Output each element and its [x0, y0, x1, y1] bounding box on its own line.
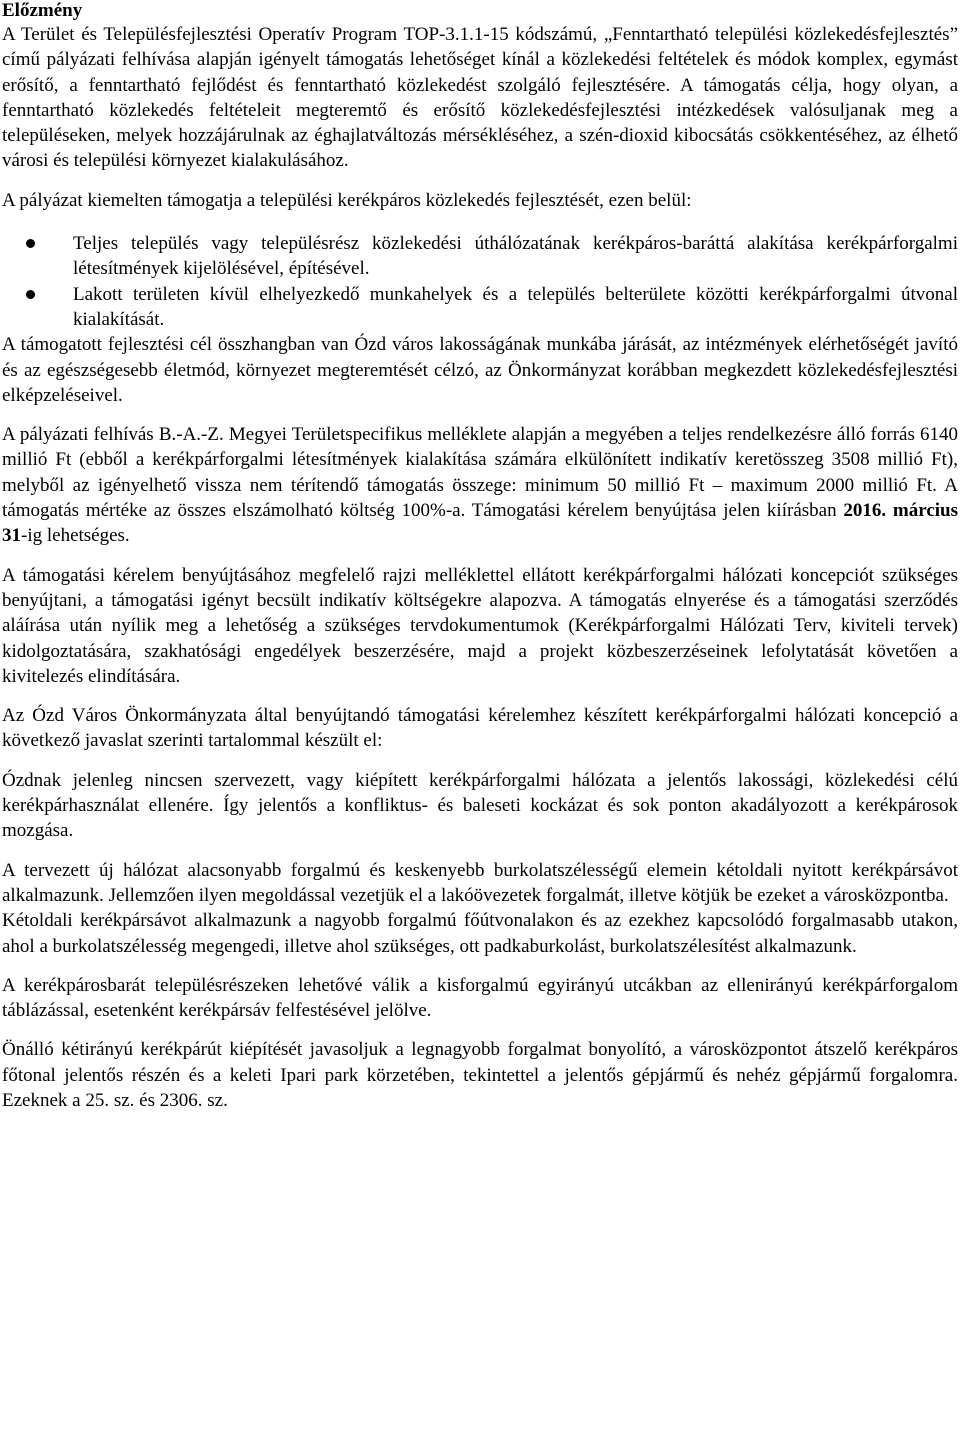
paragraph-funding	[2, 422, 958, 548]
paragraph-separate-cycleway: Önálló kétirányú kerékpárút kiépítését javasoljuk a legnagyobb forgalmat bonyolító, a városközpontot átszelő kerékpáros főtonal jelentős részén és a keleti Ipari park körzetében, tekintettel a jelentős gépjármű és nehéz gépjármű forgalomra. Ezeknek a 25. sz. és 2306. sz.	[2, 1039, 958, 1111]
bullet-icon	[26, 290, 35, 299]
funding-tail: -ig lehetséges.	[21, 525, 130, 547]
paragraph-contraflow: A kerékpárosbarát településrészeken lehetővé válik a kisforgalmú egyirányú utcákban az ellenirányú kerékpárforgalom táblázással, esetenként kerékpársáv felfestésével jelölve.	[2, 974, 958, 1022]
bullet-list	[2, 231, 958, 332]
funding-text: A pályázati felhívás B.-A.-Z. Megyei Területspecifikus melléklete alapján a megyében a teljes rendelkezésre álló forrás 6140 millió Ft (ebből a kerékpárforgalmi létesítmények kialakítása számára elkülönített indikatív keretösszeg 3508 millió Ft), melyből az igényelhető vissza nem térítendő támogatás összege: minimum 50 millió Ft – maximum 2000 millió Ft. A támogatás mértéke az összes elszámolható költség 100%-a. Támogatási kérelem benyújtása jelen kiírásban	[2, 424, 958, 522]
bullet-item	[2, 282, 958, 333]
paragraph-application-process: A támogatási kérelem benyújtásához megfelelő rajzi melléklettel ellátott kerékpárforgalmi hálózati koncepciót szükséges benyújtani, a támogatási igényt becsült indikatív költségekre alapozva. A támogatás elnyerése és a támogatási szerződés aláírása után nyílik meg a lehetőség a szükséges tervdokumentumok (Kerékpárforgalmi Hálózati Terv, kiviteli tervek) kidolgoztatására, szakhatósági engedélyek beszerzésére, majd a projekt közbeszerzéseinek lefolytatását követően a kivitelezés elindítására.	[2, 564, 958, 687]
paragraph-intro: A Terület és Településfejlesztési Operatív Program TOP-3.1.1-15 kódszámú, „Fenntartható települési közlekedésfejlesztés” című pályázati felhívása alapján igényelt támogatás lehetőséget kínál a közlekedési feltételek és módok komplex, egymást erősítő, a fenntartható fejlődést és fenntartható közlekedést szolgáló fejlesztésére. A támogatás célja, hogy olyan, a fenntartható közlekedés feltételeit megteremtő és erősítő közlekedésfejlesztési intézkedések valósuljanak meg a településeken, melyek hozzájárulnak az éghajlatváltozás mérsékléséhez, a szén-dioxid kibocsátás csökkentéséhez, az élhető városi és települési környezet kialakulásához.	[2, 24, 958, 172]
bullet-text: Lakott területen kívül elhelyezkedő munkahelyek és a település belterülete közötti kerékpárforgalmi útvonal kialakítását.	[73, 283, 958, 330]
section-heading: Előzmény	[2, 0, 83, 21]
deadline-date: 2016. március 31	[2, 500, 959, 547]
bullet-text: Teljes település vagy településrész közlekedési úthálózatának kerékpáros-baráttá alakítása kerékpárforgalmi létesítmények kijelölésével, építésével.	[73, 233, 958, 280]
paragraph-current-state: Ózdnak jelenleg nincsen szervezett, vagy kiépített kerékpárforgalmi hálózata a jelentős lakossági, közlekedési célú kerékpárhasználat ellenére. Így jelentős a konfliktus- és baleseti kockázat és sok ponton akadályozott a kerékpárosok mozgása.	[2, 769, 958, 842]
paragraph-concept-intro: Az Ózd Város Önkormányzata által benyújtandó támogatási kérelemhez készített kerékpárforgalmi hálózati koncepció a következő javaslat szerinti tartalommal készült el:	[2, 705, 958, 752]
bullet-item	[2, 231, 958, 282]
paragraph-support-focus: A pályázat kiemelten támogatja a települési kerékpáros közlekedés fejlesztését, ezen belül:	[2, 189, 692, 211]
paragraph-goal-alignment: A támogatott fejlesztési cél összhangban van Ózd város lakosságának munkába járását, az intézmények elérhetőségét javító és az egészségesebb életmód, környezet megteremtését célzó, az Önkormányzat korábban megkezdett közlekedésfejlesztési elképzeléseivel.	[2, 334, 958, 406]
paragraph-two-sided-lanes: Kétoldali kerékpársávot alkalmazunk a nagyobb forgalmú főútvonalakon és az ezekhez kapcsolódó forgalmasabb utakon, ahol a burkolatszélesség megengedi, illetve ahol szükséges, ott padkaburkolást, burkolatszélesítést alkalmazunk.	[2, 910, 958, 957]
paragraph-planned-network: A tervezett új hálózat alacsonyabb forgalmú és keskenyebb burkolatszélességű elemein kétoldali nyitott kerékpársávot alkalmazunk. Jellemzően ilyen megoldással vezetjük el a lakóövezetek forgalmát, illetve kötjük be ezeket a városközpontba.	[2, 859, 958, 906]
bullet-icon	[26, 239, 35, 248]
